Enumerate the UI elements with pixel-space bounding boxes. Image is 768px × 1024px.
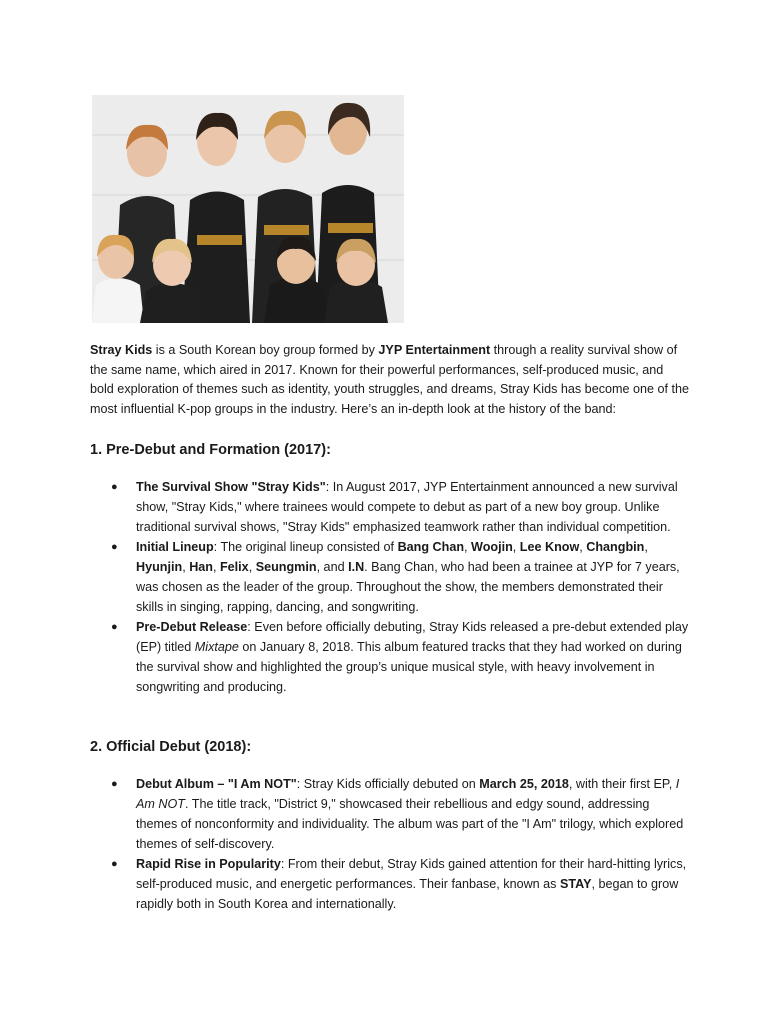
list-item-rapid-rise [90,854,690,914]
member-name: Felix [219,560,249,574]
separator: , [512,540,520,554]
separator: , [212,560,220,574]
item-label: Pre-Debut Release [136,620,248,634]
item-text: . The title track, "District 9," showcased their rebellious and edgy sound, addressing themes of nonconformity and individuality. The album was part of the "I Am" trilogy, which explored themes of self-discovery. [136,797,684,851]
item-text: : From their debut, Stray Kids gained attention for their hard-hitting lyrics, self-produced music, and energetic performances. Their fanbase, known as [136,857,687,891]
item-text: : Stray Kids officially debuted on [296,777,480,791]
intro-text-1: is a South Korean boy group formed by [152,343,379,357]
list-item-survival-show [90,477,690,537]
separator: , [579,540,587,554]
debut-date: March 25, 2018 [479,777,569,791]
bullet-icon: ● [111,621,118,633]
official-debut-list [90,774,690,914]
list-item-initial-lineup [90,537,690,617]
separator: , and [316,560,349,574]
item-label: The Survival Show "Stray Kids" [136,480,326,494]
member-name: I.N [348,560,365,574]
pre-debut-list [90,477,690,697]
bullet-icon: ● [111,541,118,553]
separator: , [248,560,256,574]
item-text: , began to grow rapidly both in South Korea and internationally. [136,877,679,911]
bullet-icon: ● [111,778,118,790]
item-text: : The original lineup consisted of [213,540,398,554]
intro-paragraph [90,341,690,420]
list-item-pre-debut-release [90,617,690,697]
member-name: Seungmin [255,560,317,574]
item-text: : Even before officially debuting, Stray Kids released a pre-debut extended play (EP) titled [136,620,689,654]
fanbase-name: STAY [559,877,592,891]
separator: , [644,540,648,554]
section-heading-official-debut: 2. Official Debut (2018): [90,739,252,755]
member-name: Changbin [586,540,645,554]
section-heading-pre-debut: 1. Pre-Debut and Formation (2017): [90,442,331,458]
member-name: Hyunjin [136,560,183,574]
member-name: Han [189,560,213,574]
agency-name: JYP Entertainment [378,343,491,357]
member-name: Lee Know [519,540,580,554]
album-title: I Am NOT [136,777,680,811]
bullet-icon: ● [111,858,118,870]
album-title: Mixtape [194,640,239,654]
member-name: Bang Chan [397,540,465,554]
item-text: : In August 2017, JYP Entertainment announced a new survival show, "Stray Kids," where trainees would compete to debut as part of a new boy group. Unlike traditional survival shows, "Stray Kids" emphasized teamwork rather than individual competition. [136,480,678,534]
item-label: Debut Album – "I Am NOT" [136,777,297,791]
separator: , [182,560,190,574]
group-photo [92,95,404,323]
list-item-debut-album [90,774,690,854]
group-photo-illustration [92,95,404,323]
item-label: Initial Lineup [136,540,214,554]
item-label: Rapid Rise in Popularity [136,857,281,871]
item-text: on January 8, 2018. This album featured tracks that they had worked on during the survival show and highlighted the group’s unique musical style, with heavy involvement in songwriting and producing. [136,640,682,694]
separator: , [464,540,472,554]
member-name: Woojin [471,540,513,554]
item-text: , with their first EP, [568,777,676,791]
band-name: Stray Kids [90,343,153,357]
bullet-icon: ● [111,481,118,493]
intro-text-2: through a reality survival show of the same name, which aired in 2017. Known for their powerful performances, self-produced music, and bold exploration of themes such as identity, youth struggles, and dreams, Stray Kids has become one of the most influential K-pop groups in the industry. Here’s an in-depth look at the history of the band: [90,343,690,417]
item-text: . Bang Chan, who had been a trainee at JYP for 7 years, was chosen as the leader of the group. Throughout the show, the members demonstrated their skills in singing, rapping, dancing, and songwriting. [136,560,680,614]
